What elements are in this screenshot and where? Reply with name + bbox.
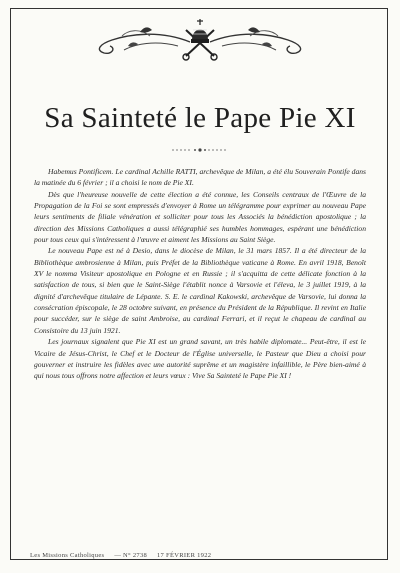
decorative-dot-rule-icon [172,146,228,154]
paragraph: Habemus Pontificem. Le cardinal Achille RATTI, archevêque de Milan, a été élu Souverain Pontife dans la matinée du 6 février ; il a choisi le nom de Pie XI. [34,167,366,188]
page-footer [30,552,370,559]
page-title: Sa Sainteté le Pape Pie XI [44,102,356,134]
article-body [34,166,366,382]
footer-issue: — N° 2738 [114,552,148,559]
footer-publication: Les Missions Catholiques [30,552,105,559]
footer-date: 17 FÉVRIER 1922 [157,552,212,559]
paragraph: Le nouveau Pape est né à Desio, dans le diocèse de Milan, le 31 mars 1857. Il a été directeur de la Bibliothèque ambrosienne à Milan, puis Préfet de la Bibliothèque vaticane à Rome. En avril 1918, Benoît XV le nomma Visiteur apostolique en Pologne et en Russie ; il s'acquitta de cette délicate fonction à la satisfaction de tous, si bien que le Saint-Siège l'établit nonce à Varsovie et l'éleva, le 3 juillet 1919, à la dignité d'archevêque titulaire de Lépante. S. E. le cardinal Kakowski, archevêque de Varsovie, lui donna la consécration épiscopale, le 28 octobre suivant, en présence du Président de la République. Il revint en Italie pour succéder, sur le siège de saint Ambroise, au cardinal Ferrari, et il reçut le chapeau de cardinal au Consistoire du 13 juin 1921. [34,246,366,335]
paragraph: Les journaux signalent que Pie XI est un grand savant, un très habile diplomate... Peut-être, il est le Vicaire de Jésus-Christ, le Chef et le Docteur de l'Église universelle, le Pasteur que Dieu a choisi pour gouverner et instruire les fidèles avec une autorité suprême et un magistère infaillible, le Père bien-aimé à qui nous tous offrons notre affection et leurs vœux : Vive Sa Sainteté le Pape Pie XI ! [34,337,366,381]
paragraph: Dès que l'heureuse nouvelle de cette élection a été connue, les Conseils centraux de l'Œuvre de la Propagation de la Foi se sont empressés d'envoyer à Rome un télégramme pour exprimer au nouveau Pape leurs sentiments de filiale vénération et solliciter pour tous les Associés la bénédiction apostolique ; la direction des Missions Catholiques a aussi télégraphié ses humbles hommages, espérant une bénédiction pour tous ceux qui s'intéressent à l'œuvre et aiment les Missions au Saint Siège. [34,189,366,245]
papal-tiara-crossed-keys-banner-icon [0,10,400,70]
